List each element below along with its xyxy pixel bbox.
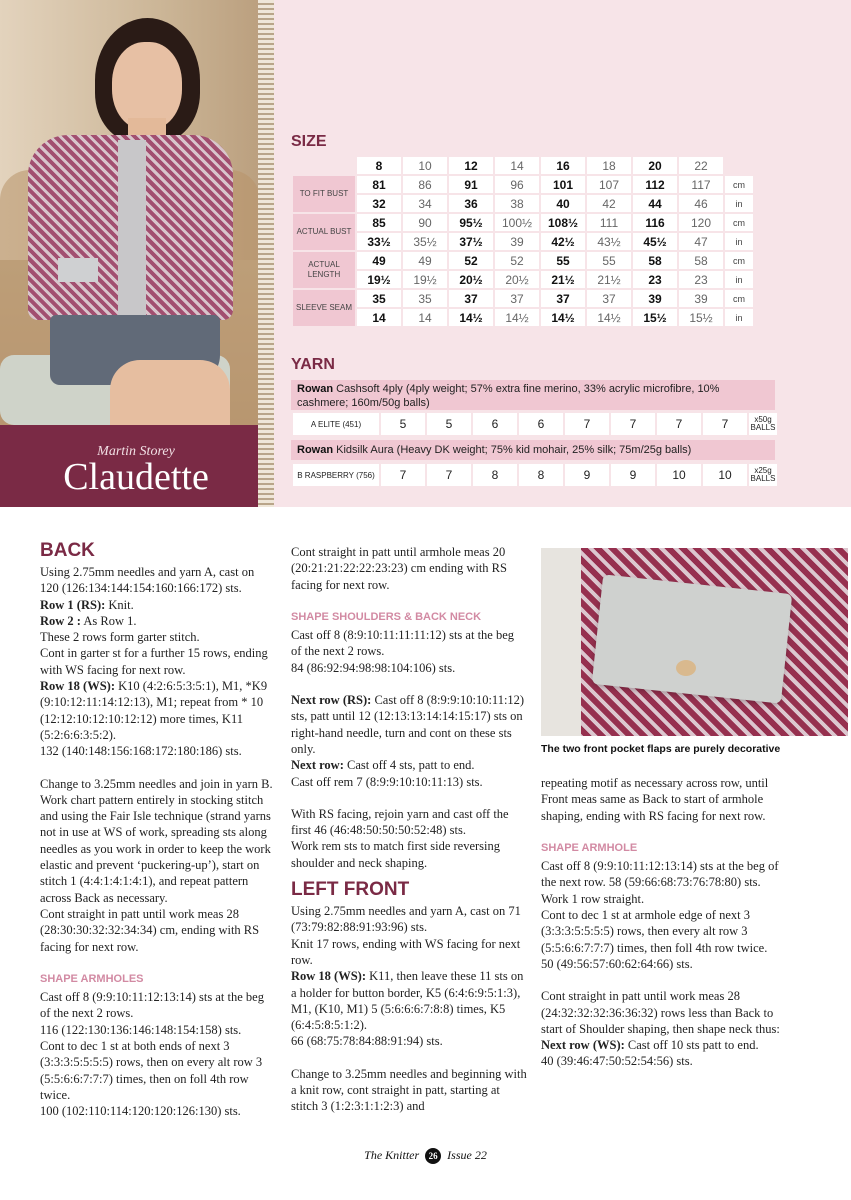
size-cell: 49 — [357, 252, 401, 269]
size-cell: 35 — [357, 290, 401, 307]
back-p9: Cont to dec 1 st at both ends of next 3 (3:3:3:5:5:5:5) rows, then on every alt row 3 (5:5:6:6:7:7:7) times, then on foll 4th row twice. — [40, 1039, 263, 1102]
size-cell: 55 — [541, 252, 585, 269]
size-cell: 15½ — [633, 309, 677, 326]
yarn-quantity-cell: 8 — [519, 464, 563, 486]
size-cell: 42 — [587, 195, 631, 212]
size-cell: 46 — [679, 195, 723, 212]
size-unit: cm — [725, 214, 753, 231]
size-cell: 35½ — [403, 233, 447, 250]
yarn-b-label: B RASPBERRY (756) — [293, 464, 379, 486]
size-cell: 23 — [633, 271, 677, 288]
size-cell: 91 — [449, 176, 493, 193]
yarn-a-desc: Cashsoft 4ply (4ply weight; 57% extra fine merino, 33% acrylic microfibre, 10% cashmere; 160m/50g balls) — [297, 383, 720, 409]
size-cell: 101 — [541, 176, 585, 193]
size-cell: 15½ — [679, 309, 723, 326]
c2-p10: Change to 3.25mm needles and beginning with a knit row, cont straight in patt, starting at stitch 3 (1:2:3:1:1:2:3) and — [291, 1066, 527, 1114]
size-cell: 35 — [403, 290, 447, 307]
size-cell: 19½ — [357, 271, 401, 288]
size-row — [293, 195, 753, 212]
size-row-label: SLEEVE SEAM — [293, 290, 355, 326]
size-cell: 112 — [633, 176, 677, 193]
size-cell: 37 — [495, 290, 539, 307]
back-p10: 100 (102:110:114:120:120:126:130) sts. — [40, 1104, 241, 1119]
back-p2: These 2 rows form garter stitch. — [40, 630, 200, 645]
yarn-quantity-cell: 10 — [703, 464, 747, 486]
c2-nextrow2 — [291, 757, 527, 773]
c2-p2: Cast off 8 (8:9:10:11:11:11:12) sts at the beg of the next 2 rows. — [291, 628, 515, 659]
back-p3: Cont in garter st for a further 15 rows, ending with WS facing for next row. — [40, 646, 268, 677]
size-cell: 21½ — [587, 271, 631, 288]
c2-p3: 84 (86:92:94:98:98:104:106) sts. — [291, 660, 456, 675]
size-cell: 14½ — [541, 309, 585, 326]
size-cell: 58 — [633, 252, 677, 269]
size-cell: 37 — [449, 290, 493, 307]
size-cell: 100½ — [495, 214, 539, 231]
size-cell: 12 — [449, 157, 493, 174]
size-cell: 10 — [403, 157, 447, 174]
size-cell: 108½ — [541, 214, 585, 231]
yarn-unit: x50g BALLS — [749, 413, 777, 435]
size-cell: 120 — [679, 214, 723, 231]
row-label: Row 2 : — [40, 613, 81, 628]
c2-p4: Cast off rem 7 (8:9:9:10:10:11:13) sts. — [291, 774, 483, 789]
page-number: 26 — [425, 1148, 441, 1164]
size-cell: 58 — [679, 252, 723, 269]
size-unit: in — [725, 309, 753, 326]
yarn-b-brand: Rowan — [297, 444, 334, 456]
yarn-quantity-cell: 9 — [565, 464, 609, 486]
row-text: Cast off 10 sts patt to end. — [624, 1038, 759, 1053]
size-cell: 39 — [633, 290, 677, 307]
size-row — [293, 214, 753, 231]
size-cell: 16 — [541, 157, 585, 174]
photo-caption: The two front pocket flaps are purely decorative — [541, 743, 781, 755]
size-table — [291, 155, 755, 328]
row-label: Row 1 (RS): — [40, 597, 106, 612]
armhole-heading: SHAPE ARMHOLE — [541, 841, 638, 854]
row-label: Next row (WS): — [541, 1038, 625, 1053]
yarn-quantity-cell: 10 — [657, 464, 701, 486]
size-row — [293, 176, 753, 193]
size-cell: 37 — [587, 290, 631, 307]
c3-p4: Cont to dec 1 st at armhole edge of next 3 (3:3:3:5:5:5:5) rows, then every alt row 3 (5:5:6:6:7:7:7) times, then foll 4th row twice. — [541, 908, 768, 955]
size-cell: 85 — [357, 214, 401, 231]
size-cell: 44 — [633, 195, 677, 212]
row-text: Cast off 4 sts, patt to end. — [343, 758, 475, 773]
size-cell: 36 — [449, 195, 493, 212]
size-cell: 14½ — [587, 309, 631, 326]
yarn-heading: YARN — [291, 356, 335, 373]
pocket-flap-photo — [541, 548, 848, 736]
yarn-quantity-cell: 7 — [565, 413, 609, 435]
c3-p3: Work 1 row straight. — [541, 891, 645, 906]
size-cell: 14 — [357, 309, 401, 326]
shoulders-heading: SHAPE SHOULDERS & BACK NECK — [291, 610, 482, 623]
size-cell: 55 — [587, 252, 631, 269]
size-unit: in — [725, 233, 753, 250]
size-cell: 14 — [495, 157, 539, 174]
yarn-quantity-cell: 5 — [427, 413, 471, 435]
size-cell: 20½ — [495, 271, 539, 288]
row-label: Row 18 (WS): — [291, 969, 366, 984]
size-unit: cm — [725, 252, 753, 269]
back-heading: BACK — [40, 540, 95, 561]
size-unit: cm — [725, 290, 753, 307]
c3-p1: repeating motif as necessary across row, until Front meas same as Back to start of armhole shaping, ending with RS facing for next row. — [541, 776, 769, 823]
c2-p7: Using 2.75mm needles and yarn A, cast on 71 (73:79:82:88:91:93:96) sts. — [291, 904, 521, 935]
yarn-quantity-cell: 7 — [703, 413, 747, 435]
size-unit: in — [725, 271, 753, 288]
row-label: Next row: — [291, 758, 344, 773]
c3-p5: 50 (49:56:57:60:62:64:66) sts. — [541, 956, 693, 971]
size-cell: 45½ — [633, 233, 677, 250]
size-cell: 23 — [679, 271, 723, 288]
size-row — [293, 233, 753, 250]
size-cell: 42½ — [541, 233, 585, 250]
c2-p1: Cont straight in patt until armhole meas 20 (20:21:21:22:22:23:23) cm ending with RS facing for next row. — [291, 545, 507, 592]
yarn-quantity-cell: 7 — [427, 464, 471, 486]
c2-p5: With RS facing, rejoin yarn and cast off the first 46 (46:48:50:50:50:52:48) sts. — [291, 806, 509, 838]
pattern-title: Claudette — [63, 456, 209, 498]
yarn-a-quantities — [291, 411, 779, 437]
yarn-quantity-cell: 5 — [381, 413, 425, 435]
yarn-quantity-cell: 7 — [381, 464, 425, 486]
size-cell: 111 — [587, 214, 631, 231]
size-row-label: ACTUAL LENGTH — [293, 252, 355, 288]
back-row2 — [40, 613, 276, 629]
size-cell: 86 — [403, 176, 447, 193]
size-cell: 107 — [587, 176, 631, 193]
size-row — [293, 252, 753, 269]
yarn-a-brand: Rowan — [297, 383, 334, 395]
row-label: Row 18 (WS): — [40, 679, 115, 694]
c2-p9: 66 (68:75:78:84:88:91:94) sts. — [291, 1034, 443, 1049]
size-cell: 96 — [495, 176, 539, 193]
size-cell: 22 — [679, 157, 723, 174]
size-unit — [725, 157, 753, 174]
size-cell: 52 — [495, 252, 539, 269]
size-row-label: ACTUAL BUST — [293, 214, 355, 250]
size-cell: 20 — [633, 157, 677, 174]
back-p1: Using 2.75mm needles and yarn A, cast on 120 (126:134:144:154:160:166:172) sts. — [40, 565, 255, 596]
size-cell: 14 — [403, 309, 447, 326]
size-cell: 47 — [679, 233, 723, 250]
yarn-b-quantities — [291, 462, 779, 488]
size-cell: 40 — [541, 195, 585, 212]
back-p8: 116 (122:130:136:146:148:154:158) sts. — [40, 1022, 242, 1037]
row-text: As Row 1. — [80, 613, 137, 628]
c3-p2: Cast off 8 (9:9:10:11:12:13:14) sts at the beg of the next row. 58 (59:66:68:73:76:78:80) sts. — [541, 859, 779, 890]
magazine-name: The Knitter — [364, 1148, 420, 1162]
yarn-unit: x25g BALLS — [749, 464, 777, 486]
back-p5: Change to 3.25mm needles and join in yarn B. Work chart pattern entirely in stocking stitch and using the Fair Isle technique (strand yarns not in use at WS of work, spreading sts along needles as you work in order to keep the work elastic and prevent ‘puckering-up’), start on stitch 1 (4:4:1:4:1:4:1), and repeat pattern across Back as necessary. — [40, 776, 273, 905]
back-row1 — [40, 597, 276, 613]
yarn-quantity-cell: 7 — [611, 413, 655, 435]
size-row — [293, 271, 753, 288]
size-cell: 90 — [403, 214, 447, 231]
size-cell: 19½ — [403, 271, 447, 288]
size-cell: 81 — [357, 176, 401, 193]
size-cell: 39 — [679, 290, 723, 307]
yarn-b-desc: Kidsilk Aura (Heavy DK weight; 75% kid mohair, 25% silk; 75m/25g balls) — [336, 444, 692, 456]
row-text: K10 (4:2:6:5:3:5:1), M1, *K9 (9:10:12:11:14:12:13), M1; repeat from * 10 (12:12:10:12:10:12:12) more times, K11 (5:2:6:6:3:5:2). — [40, 679, 268, 742]
size-cell: 39 — [495, 233, 539, 250]
size-cell: 38 — [495, 195, 539, 212]
designer-name: Martin Storey — [97, 444, 175, 459]
size-cell: 14½ — [449, 309, 493, 326]
yarn-a-label: A ELITE (451) — [293, 413, 379, 435]
row-label: Next row (RS): — [291, 693, 372, 708]
back-p7: Cast off 8 (9:9:10:11:12:13:14) sts at the beg of the next 2 rows. — [40, 990, 264, 1021]
size-heading: SIZE — [291, 133, 327, 150]
size-cell: 32 — [357, 195, 401, 212]
yarn-b-description — [291, 440, 775, 460]
column-middle — [291, 544, 527, 1115]
c2-row18 — [291, 968, 527, 1033]
size-cell: 18 — [587, 157, 631, 174]
spiral-binding — [258, 0, 274, 507]
size-cell: 52 — [449, 252, 493, 269]
size-cell: 37 — [541, 290, 585, 307]
c2-p8: Knit 17 rows, ending with WS facing for next row. — [291, 936, 521, 967]
column-right — [541, 775, 781, 1070]
size-cell: 33½ — [357, 233, 401, 250]
c3-p6: Cont straight in patt until work meas 28 (24:32:32:32:36:36:32) rows less than Back to start of Shoulder shaping, then shape neck thus: — [541, 989, 780, 1036]
c3-nextrow — [541, 1037, 781, 1053]
column-back — [40, 540, 276, 1120]
size-unit: in — [725, 195, 753, 212]
yarn-quantity-cell: 7 — [657, 413, 701, 435]
size-cell: 21½ — [541, 271, 585, 288]
row-text: Knit. — [105, 597, 134, 612]
back-p6: Cont straight in patt until work meas 28 (28:30:30:32:32:34:34) cm, ending with RS facing for next row. — [40, 906, 260, 954]
yarn-quantity-cell: 6 — [519, 413, 563, 435]
size-row-label: TO FIT BUST — [293, 176, 355, 212]
back-p4: 132 (140:148:156:168:172:180:186) sts. — [40, 744, 242, 759]
page-footer — [0, 1148, 851, 1164]
row-text: Cast off 8 (8:9:9:10:10:11:12) sts, patt until 12 (12:13:13:14:14:15:17) sts on right-hand needle, turn and cont on these sts only. — [291, 693, 525, 756]
size-row — [293, 290, 753, 307]
size-cell: 34 — [403, 195, 447, 212]
back-armholes-heading: SHAPE ARMHOLES — [40, 972, 144, 985]
c2-nextrow — [291, 692, 527, 757]
back-row18 — [40, 678, 276, 743]
model-photo — [0, 0, 272, 425]
yarn-quantity-cell: 6 — [473, 413, 517, 435]
size-cell: 14½ — [495, 309, 539, 326]
left-front-heading: LEFT FRONT — [291, 879, 410, 901]
row-text: K11, then leave these 11 sts on a holder for button border, K5 (6:4:6:9:5:1:3), M1, (K10, M1) 5 (5:6:6:6:7:8:8) times, K5 (6:4:5:8:5:1:2). — [291, 969, 524, 1033]
yarn-quantity-cell: 8 — [473, 464, 517, 486]
size-row — [293, 309, 753, 326]
size-cell: 117 — [679, 176, 723, 193]
size-cell: 20½ — [449, 271, 493, 288]
size-unit: cm — [725, 176, 753, 193]
size-label-blank — [293, 157, 355, 174]
yarn-a-description — [291, 380, 775, 410]
size-cell: 95½ — [449, 214, 493, 231]
c3-p7: 40 (39:46:47:50:52:54:56) sts. — [541, 1054, 693, 1069]
size-cell: 37½ — [449, 233, 493, 250]
size-row — [293, 157, 753, 174]
yarn-quantity-cell: 9 — [611, 464, 655, 486]
size-cell: 43½ — [587, 233, 631, 250]
size-cell: 8 — [357, 157, 401, 174]
size-cell: 116 — [633, 214, 677, 231]
issue-number: Issue 22 — [447, 1148, 487, 1162]
size-cell: 49 — [403, 252, 447, 269]
c2-p6: Work rem sts to match first side reversing shoulder and neck shaping. — [291, 839, 501, 870]
